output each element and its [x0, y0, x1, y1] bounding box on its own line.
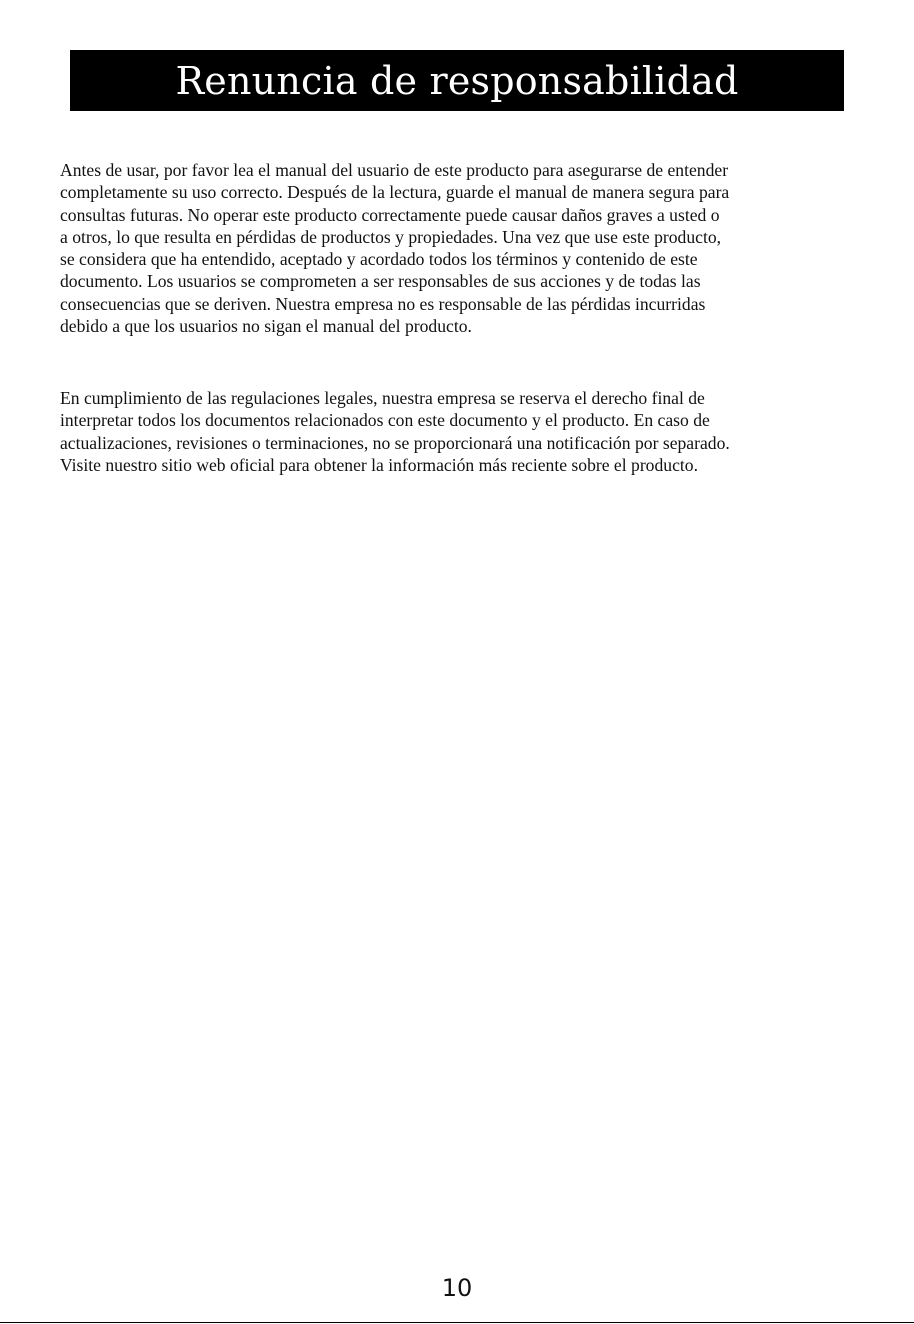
disclaimer-paragraph-2: En cumplimiento de las regulaciones legales, nuestra empresa se reserva el derecho final de interpretar todos los documentos relacionados con este documento y el producto. En caso de actualizaciones, revisiones o terminaciones, no se proporcionará una notificación por separado. Visite nuestro sitio web oficial para obtener la información más reciente sobre el producto.: [60, 388, 730, 475]
title-banner: [70, 50, 844, 111]
page-title: Renuncia de responsabilidad: [175, 58, 739, 103]
page-number: 10: [441, 1274, 473, 1302]
bottom-divider: [0, 1322, 914, 1323]
disclaimer-paragraph-1: Antes de usar, por favor lea el manual del usuario de este producto para asegurarse de entender completamente su uso correcto. Después de la lectura, guarde el manual de manera segura para consultas futuras. No operar este producto correctamente puede causar daños graves a usted o a otros, lo que resulta en pérdidas de productos y propiedades. Una vez que use este producto, se considera que ha entendido, aceptado y acordado todos los términos y contenido de este documento. Los usuarios se comprometen a ser responsables de sus acciones y de todas las consecuencias que se deriven. Nuestra empresa no es responsable de las pérdidas incurridas debido a que los usuarios no sigan el manual del producto.: [60, 160, 730, 337]
